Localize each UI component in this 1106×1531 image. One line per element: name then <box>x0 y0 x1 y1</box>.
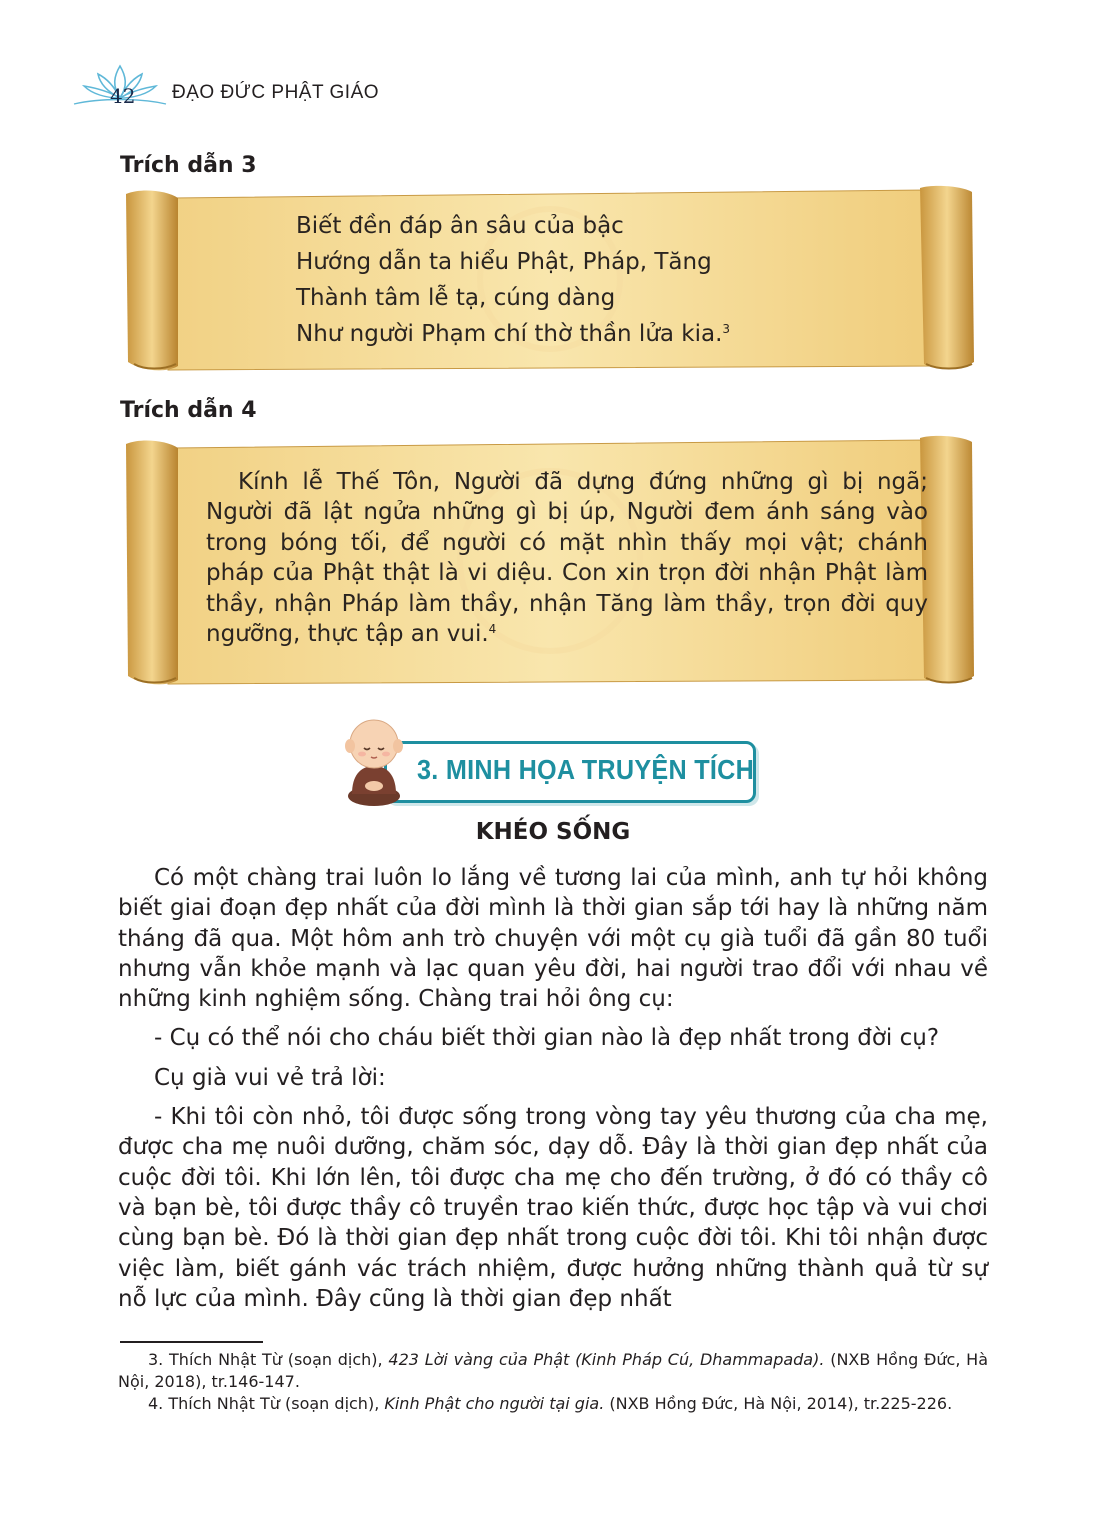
quote-4-scroll <box>120 434 978 688</box>
footnote <box>118 1349 988 1393</box>
quote-3-poem <box>296 208 896 352</box>
section-title: 3. MINH HỌA TRUYỆN TÍCH <box>417 754 755 785</box>
poem-line-text: Như người Phạm chí thờ thần lửa kia. <box>296 321 723 347</box>
quote-4-heading: Trích dẫn 4 <box>120 398 257 423</box>
footnote-prefix: 3. Thích Nhật Từ (soạn dịch), <box>148 1350 389 1369</box>
poem-line: Thành tâm lễ tạ, cúng dàng <box>296 285 616 311</box>
page-header <box>70 62 490 112</box>
section-title-box <box>384 741 756 803</box>
quote-3-heading: Trích dẫn 3 <box>120 153 257 178</box>
page-number: 42 <box>110 84 136 108</box>
footnote-suffix: (NXB Hồng Đức, Hà Nội, 2014), tr.225-226. <box>604 1394 953 1413</box>
story-body <box>118 863 988 1314</box>
footnote-work-title: 423 Lời vàng của Phật (Kinh Pháp Cú, Dhammapada). <box>388 1350 825 1369</box>
footnote-suffix: (NXB Hồng Đức, Hà Nội, 2018), tr.146-147. <box>118 1350 989 1391</box>
book-title: ĐẠO ĐỨC PHẬT GIÁO <box>172 82 380 103</box>
footnote-divider <box>120 1341 263 1343</box>
footnotes <box>118 1349 988 1415</box>
story-title: KHÉO SỐNG <box>475 819 631 845</box>
footnote-work-title: Kinh Phật cho người tại gia. <box>384 1394 605 1413</box>
quote-3-scroll <box>120 184 978 374</box>
quote-4-body: Kính lễ Thế Tôn, Người đã dựng đứng những gì bị ngã; Người đã lật ngửa những gì bị úp, Người đem ánh sáng vào trong bóng tối, để người có mặt nhìn thấy mọi vật; chánh pháp của Phật thật là vi diệu. Con xin trọn đời nhận Phật làm thầy, nhận Pháp làm thầy, nhận Tăng làm thầy, trọn đời quy ngưỡng, thực tập an vui. <box>206 469 928 648</box>
section-banner <box>338 710 768 810</box>
story-paragraph: - Khi tôi còn nhỏ, tôi được sống trong vòng tay yêu thương của cha mẹ, được cha mẹ nuôi dưỡng, chăm sóc, dạy dỗ. Đây là thời gian đẹp nhất của cuộc đời tôi. Khi lớn lên, tôi được cha mẹ cho đến trường, ở đó có thầy cô và bạn bè, tôi được thầy cô truyền trao kiến thức, được học tập và vui chơi cùng bạn bè. Đó là thời gian đẹp nhất trong cuộc đời tôi. Khi tôi nhận được việc làm, biết gánh vác trách nhiệm, được hưởng những thành quả từ sự nỗ lực của mình. Đây cũng là thời gian đẹp nhất <box>118 1104 988 1312</box>
quote-4-text <box>206 467 928 649</box>
story-paragraph: Có một chàng trai luôn lo lắng về tương lai của mình, anh tự hỏi không biết giai đoạn đẹp nhất của đời mình là thời gian sắp tới hay là những năm tháng đã qua. Một hôm anh trò chuyện với một cụ già tuổi đã gần 80 tuổi nhưng vẫn khỏe mạnh và lạc quan yêu đời, hai người trao đổi với nhau về những kinh nghiệm sống. Chàng trai hỏi ông cụ: <box>118 865 988 1013</box>
footnote-mark: 4 <box>488 622 497 637</box>
footnote-mark: 3 <box>722 322 731 336</box>
poem-line: Hướng dẫn ta hiểu Phật, Pháp, Tăng <box>296 249 712 275</box>
story-paragraph: Cụ già vui vẻ trả lời: <box>154 1064 386 1091</box>
monk-icon <box>338 710 418 810</box>
footnote <box>118 1393 988 1415</box>
poem-line <box>296 316 896 352</box>
story-paragraph: - Cụ có thể nói cho cháu biết thời gian nào là đẹp nhất trong đời cụ? <box>154 1025 940 1052</box>
poem-line: Biết đền đáp ân sâu của bậc <box>296 213 624 239</box>
footnote-prefix: 4. Thích Nhật Từ (soạn dịch), <box>148 1394 385 1413</box>
